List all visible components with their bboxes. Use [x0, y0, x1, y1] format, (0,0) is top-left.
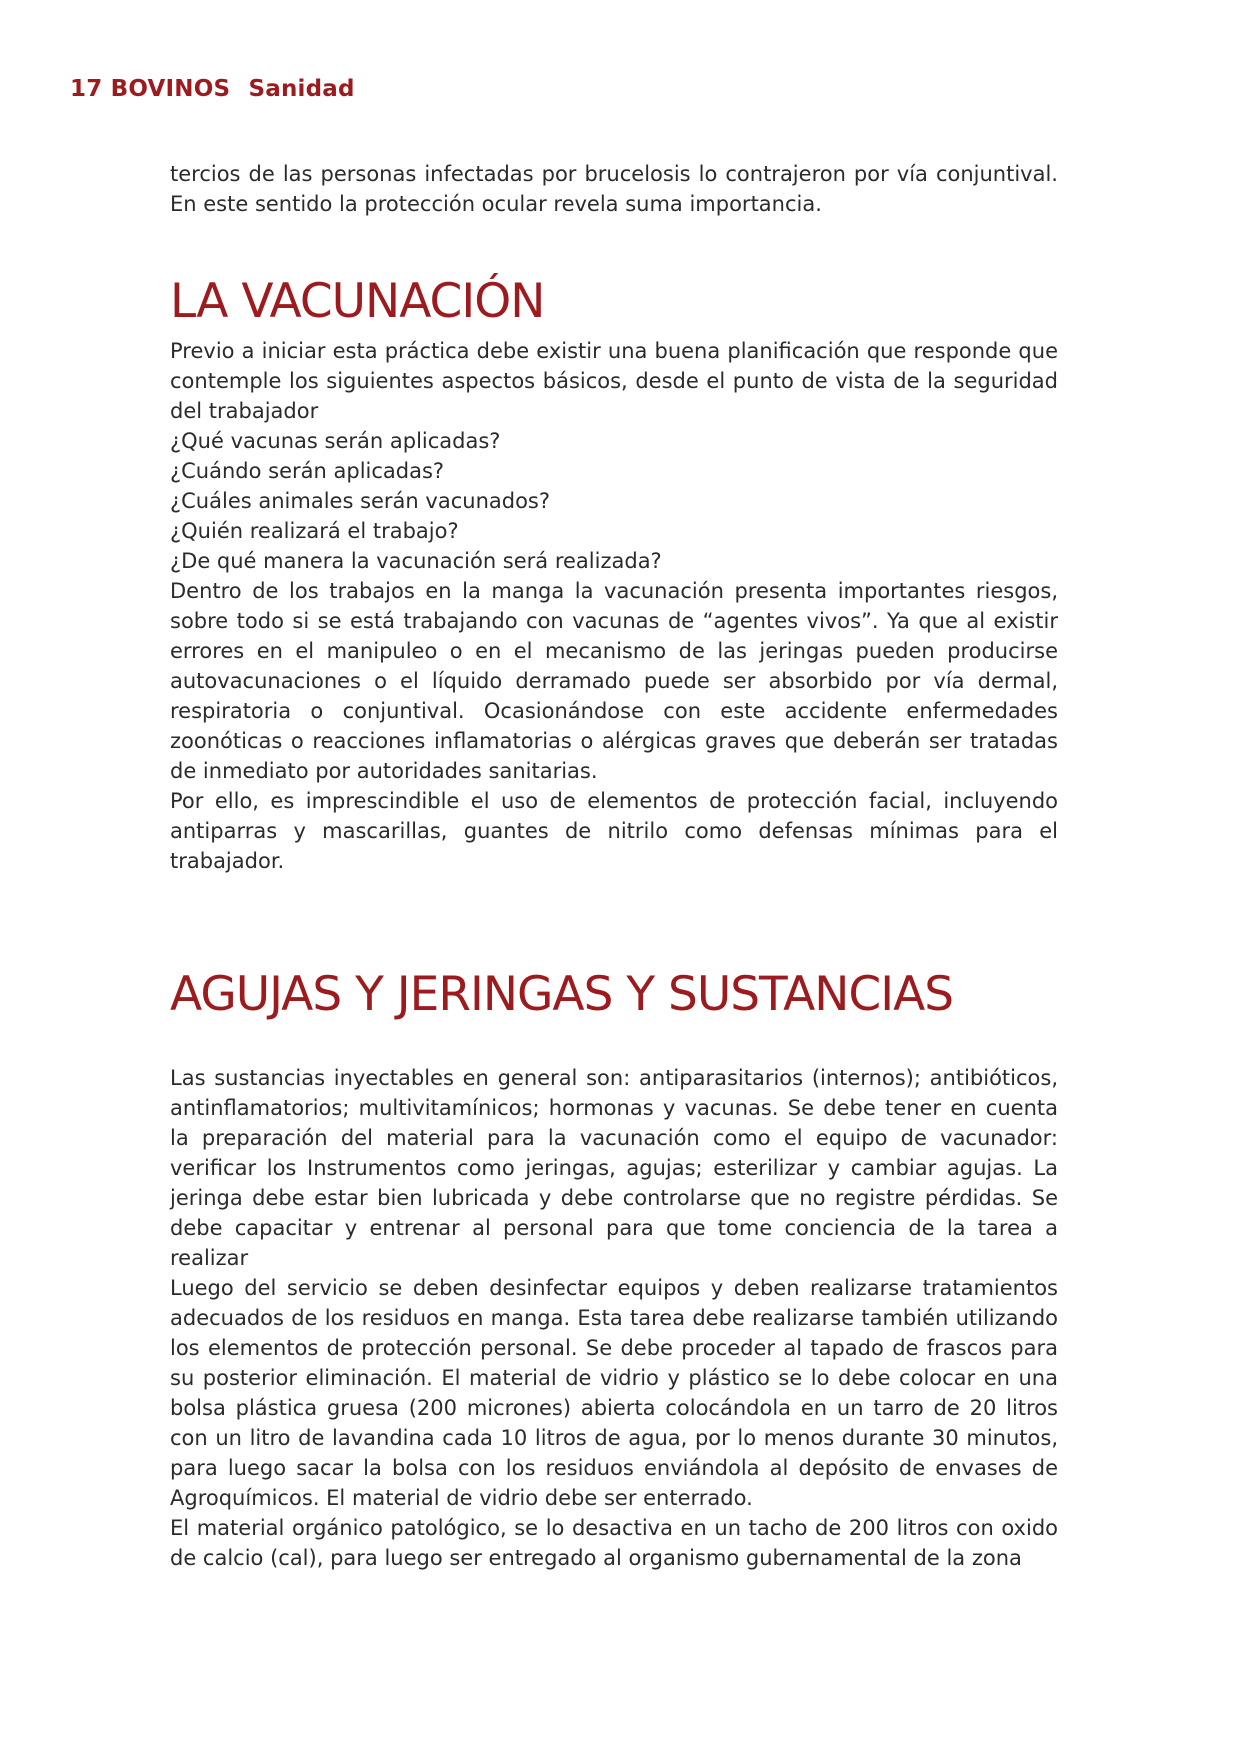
intro-paragraph: tercios de las personas infectadas por brucelosis lo contrajeron por vía conjuntival. En este sentido la protección ocular revela suma importancia. — [170, 162, 1058, 216]
planning-questions — [170, 426, 1058, 576]
question-item: ¿De qué manera la vacunación será realizada? — [170, 549, 662, 573]
vacunacion-section — [170, 270, 1058, 876]
intro-block — [170, 159, 1058, 219]
section-title: Sanidad — [248, 76, 355, 102]
question-item: ¿Quién realizará el trabajo? — [170, 519, 459, 543]
vacunacion-paragraph-risks: Dentro de los trabajos en la manga la vacunación presenta importantes riesgos, sobre todo si se está trabajando con vacunas de “agentes vivos”. Ya que al existir errores en el manipuleo o en el mecanismo de las jeringas pueden producirse autovacunaciones o el líquido derramado puede ser absorbido por vía dermal, respiratoria o conjuntival. Ocasionándose con este accidente enfermedades zoonóticas o reacciones inflamatorias o alérgicas graves que deberán ser tratadas de inmediato por autoridades sanitarias. — [170, 579, 1058, 783]
vacunacion-intro: Previo a iniciar esta práctica debe existir una buena planificación que responde que contemple los siguientes aspectos básicos, desde el punto de vista de la seguridad del trabajador — [170, 339, 1058, 423]
agujas-paragraph-disposal: Luego del servicio se deben desinfectar equipos y deben realizarse tratamientos adecuados de los residuos en manga. Esta tarea debe realizarse también utilizando los elementos de protección personal. Se debe proceder al tapado de frascos para su posterior eliminación. El material de vidrio y plástico se lo debe colocar en una bolsa plástica gruesa (200 micrones) abierta colocándola en un tarro de 20 litros con un litro de lavandina cada 10 litros de agua, por lo menos durante 30 minutos, para luego sacar la bolsa con los residuos enviándola al depósito de envases de Agroquímicos. El material de vidrio debe ser enterrado. — [170, 1276, 1058, 1510]
publication-title: BOVINOS — [110, 76, 231, 102]
question-item: ¿Cuáles animales serán vacunados? — [170, 489, 551, 513]
running-header — [70, 76, 355, 102]
agujas-heading: AGUJAS Y JERINGAS Y SUSTANCIAS — [170, 967, 954, 1022]
page-number: 17 — [70, 76, 103, 102]
agujas-paragraph-substances: Las sustancias inyectables en general son: antiparasitarios (internos); antibióticos, antinflamatorios; multivitamínicos; hormonas y vacunas. Se debe tener en cuenta la preparación del material para la vacunación como el equipo de vacunador: verificar los Instrumentos como jeringas, agujas; esterilizar y cambiar agujas. La jeringa debe estar bien lubricada y debe controlarse que no registre pérdidas. Se debe capacitar y entrenar al personal para que tome conciencia de la tarea a realizar — [170, 1066, 1058, 1270]
question-item: ¿Cuándo serán aplicadas? — [170, 459, 445, 483]
vacunacion-heading: LA VACUNACIÓN — [170, 274, 545, 329]
vacunacion-paragraph-protection: Por ello, es imprescindible el uso de elementos de protección facial, incluyendo antiparras y mascarillas, guantes de nitrilo como defensas mínimas para el trabajador. — [170, 789, 1058, 873]
question-item: ¿Qué vacunas serán aplicadas? — [170, 429, 501, 453]
agujas-section — [170, 963, 1058, 1573]
agujas-paragraph-organic: El material orgánico patológico, se lo desactiva en un tacho de 200 litros con oxido de calcio (cal), para luego ser entregado al organismo gubernamental de la zona — [170, 1516, 1058, 1570]
